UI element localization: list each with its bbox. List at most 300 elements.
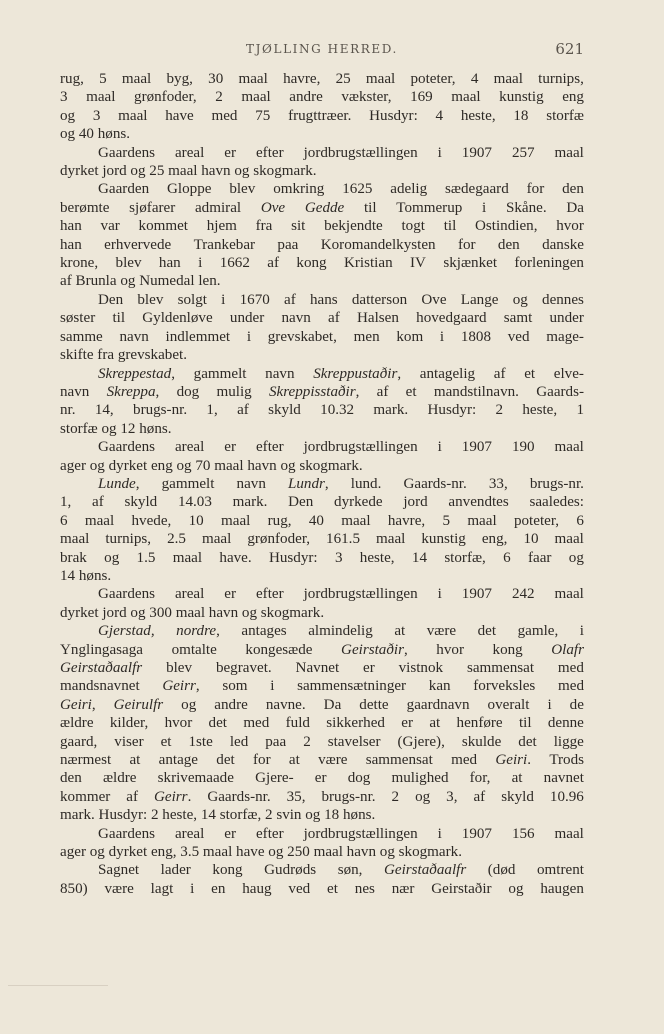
word [421,291,446,309]
text-run: skjænket [443,255,498,272]
text-line [60,512,584,530]
text-run: faar [528,549,552,566]
word [241,622,286,640]
text-run: nærmest [60,752,112,769]
word [429,677,451,695]
text-run: af [493,365,506,382]
word [238,70,267,88]
text-run: 156 [511,825,535,842]
word [550,788,584,806]
word [221,291,225,309]
word [60,493,71,511]
word [221,512,250,530]
text-line [60,70,584,88]
text-run: er [224,586,236,603]
text-run: ligge [553,733,584,750]
text-run: omtrent [537,862,584,879]
text-run: efter [255,439,284,456]
text-run: Halsen [357,310,399,327]
text-run: Den [98,291,124,308]
text-run: men [353,328,380,345]
italic-text: Geiri [60,696,92,713]
text-run: han [60,218,82,235]
text-run: af Brunla og Numedal len. [60,273,221,290]
text-run: maal [341,512,371,529]
text-run: i [198,255,203,272]
word [438,825,442,843]
text-run: Gaards- [536,383,584,400]
word [436,641,464,659]
word [352,291,407,309]
word [142,309,212,327]
word [506,199,547,217]
text-run: , [171,365,175,382]
body-text [60,70,584,898]
text-line [60,622,584,640]
text-line [60,659,584,677]
word [229,180,255,198]
text-run: brugs-nr. [321,788,376,805]
word [401,217,424,235]
text-run: Koromandelkysten [320,236,436,253]
text-line [60,567,584,585]
text-run: , [155,383,160,400]
word [288,880,310,898]
text-line [60,254,584,272]
word [219,549,251,567]
word [98,861,139,879]
word [224,585,236,603]
text-line [60,604,584,622]
text-run: hvor [436,641,464,658]
text-run: , [216,623,220,640]
text-run: mulig [216,383,252,400]
text-run: lader [160,862,191,879]
text-run: hvede, [131,512,172,529]
text-run: sammensætninger [297,678,407,695]
word [377,383,389,401]
word [436,107,444,125]
text-run: Navnet [295,660,340,676]
word [431,880,491,898]
text-run: paa [277,236,299,253]
text-run: sikkerhed [326,715,385,732]
word [396,328,423,346]
text-run: frugttræer. [288,107,352,124]
text-run: togt [401,218,425,235]
text-run: skyld [268,402,301,419]
text-line [60,475,584,493]
word [549,751,584,769]
word [546,328,584,346]
word [60,696,96,714]
text-run: mulighed [391,770,449,787]
word [116,254,142,272]
word [133,401,187,419]
text-line [60,549,584,567]
word [165,714,193,732]
text-run: 1907 [461,586,492,603]
text-run: et [160,733,172,750]
text-run: Tommerup [396,199,463,216]
word [551,641,584,659]
word [420,365,475,383]
word [473,788,485,806]
italic-text: Gjerstad, [98,623,155,640]
word [98,365,175,383]
word [390,180,427,198]
word [60,751,111,769]
text-run: turnips, [105,531,152,548]
word [304,144,418,162]
word [114,696,163,714]
word [212,861,242,879]
word [519,714,532,732]
word [118,107,147,125]
italic-text: Geiri [495,752,528,769]
word [265,365,294,383]
word [328,309,340,327]
text-run: at [394,623,406,640]
word [508,880,523,898]
word [357,309,399,327]
text-run: af [126,788,139,805]
text-run: og [568,549,584,566]
text-line [60,843,584,861]
text-run: datterson [351,291,408,308]
text-run: heste, [460,107,496,124]
text-run: maal [60,531,90,548]
word [233,493,268,511]
word [566,199,584,217]
word [161,733,172,751]
text-run: vækster, [341,89,392,106]
word [126,788,138,806]
text-run: forveksles [473,678,536,695]
text-run: er [224,439,236,456]
word [411,70,456,88]
word [514,512,559,530]
word [277,236,298,254]
word [458,236,476,254]
word [512,585,535,603]
text-run: 169 [410,89,433,106]
word [289,88,323,106]
word [334,493,383,511]
word [341,641,408,659]
text-run: at [288,752,300,769]
text-run: blev [166,660,193,676]
word [256,217,273,235]
text-run: dennes [542,291,584,308]
text-run: gammelt [161,475,215,492]
word [255,769,294,787]
word [60,512,68,530]
text-run: i [221,291,226,308]
text-run: Husdyr: [427,402,477,419]
text-run: erhvervede [104,236,172,253]
text-run: kong [296,255,327,272]
text-run: antage [158,752,199,769]
text-run: ved [507,328,530,345]
text-run: i [190,880,195,897]
text-run: maal [201,531,232,548]
text-run: . [527,752,532,769]
word [98,438,155,456]
word [518,622,559,640]
text-run: Da [323,696,342,713]
text-run: 1662 [219,255,250,272]
word [445,180,509,198]
text-line [60,401,584,419]
text-run: bekjendte [324,218,383,235]
text-run: brugs-nr. [133,402,188,419]
text-run: 242 [511,586,535,603]
text-run: mark. [373,402,409,419]
text-run: 10 [523,531,539,548]
text-run: Trods [549,752,584,769]
text-run: sammensat [365,752,433,769]
text-run: ældre [60,715,94,732]
word [540,880,584,898]
text-run: saaledes: [529,494,584,511]
text-run: efter [255,586,284,603]
text-run: storfæ [546,107,584,124]
word [538,70,584,88]
word [514,254,584,272]
word [60,309,95,327]
word [555,585,584,603]
word [214,696,248,714]
word [392,880,415,898]
word [60,401,76,419]
word [558,677,584,695]
text-run: dog [347,770,371,787]
text-run: 2.5 [167,531,186,548]
word [98,622,155,640]
word [178,291,207,309]
word [230,733,248,751]
text-run: areal [174,586,205,603]
text-run: skulde [461,733,502,750]
italic-text: Lundr [287,475,325,492]
word [558,659,584,677]
text-run: mark. Husdyr: 2 heste, 14 storfæ, 2 svin og 18 høns. [60,807,376,824]
word [499,88,543,106]
italic-text: Olafr [551,641,584,658]
word [173,549,202,567]
word [167,70,193,88]
text-run: den [60,770,82,787]
word [528,549,551,567]
text-run: 1, [60,494,72,511]
text-run: og [415,788,431,805]
word [518,733,536,751]
text-run: navn [119,328,149,345]
text-run: jordbrugstællingen [303,825,418,842]
word [373,401,408,419]
word [224,144,236,162]
word [462,733,501,751]
word [555,438,584,456]
text-run: gaardnavn [406,696,470,713]
text-run: af [284,291,296,308]
word [321,788,375,806]
text-run: for, [469,770,491,787]
word [181,696,196,714]
word [60,236,82,254]
word [60,769,82,787]
text-run: brak [60,549,87,566]
page-number: 621 [555,40,584,58]
text-run: lund. [350,475,382,492]
text-run: kong [212,862,243,879]
text-run: , [324,475,329,492]
word [270,677,274,695]
word [336,70,351,88]
text-run: haug [242,880,272,897]
word [438,438,442,456]
word [546,107,584,125]
text-run: maal [238,71,268,87]
word [241,88,270,106]
word [446,788,457,806]
word [105,530,151,548]
text-run: have. [219,549,252,566]
word [240,291,270,309]
text-run: skrivemaade [157,770,234,787]
text-run: heste, [359,549,395,566]
italic-text: Skreppa [106,383,156,400]
word [92,493,104,511]
word [60,217,82,235]
word [434,383,519,401]
word [554,733,584,751]
text-run: vistnok [398,660,444,676]
word [288,475,329,493]
text-line [60,677,584,695]
word [151,880,174,898]
text-run: er [401,715,413,732]
text-run: haugen [540,880,584,897]
word [440,328,444,346]
text-run: kan [428,678,451,695]
text-run: maal [554,825,584,842]
text-run: eng [562,89,584,106]
text-run: 35, [286,788,306,805]
text-run: Husdyr: [268,549,318,566]
word [303,733,311,751]
text-run: dyrket jord og 25 maal havn og skogmark. [60,163,317,180]
text-run: i [437,825,442,842]
text-run: skifte fra grevskabet. [60,347,187,364]
text-line [60,714,584,732]
text-run: rug, [60,71,84,87]
text-run: gaard, [60,733,98,750]
word [166,659,192,677]
text-run: er [314,770,327,787]
word [512,769,523,787]
word [159,751,198,769]
text-run: antages [241,623,287,640]
word [256,144,284,162]
text-run: 1ste [188,733,213,750]
italic-text: Geirstaðir [341,641,404,658]
word [489,475,508,493]
word [139,217,188,235]
word [112,309,125,327]
text-run: 6 [576,512,584,529]
word [198,254,202,272]
italic-text: Geirstaðaalfr [60,660,143,676]
word [555,825,584,843]
header-title: TJØLLING HERRED. [246,42,398,56]
word [177,383,200,401]
text-run: mage- [546,328,584,345]
text-run: hvor [556,218,584,235]
word [60,714,94,732]
word [324,696,342,714]
word [237,475,266,493]
word [107,383,160,401]
text-run: antagelig [419,365,476,382]
text-run: for [526,181,545,198]
word [576,401,584,419]
text-run: er [224,825,236,842]
text-line [60,457,584,475]
word [304,825,418,843]
word [86,88,115,106]
text-run: af [267,255,280,272]
word [288,107,351,125]
italic-text: Geirulfr [113,696,164,713]
word [98,144,155,162]
word [189,512,204,530]
word [264,861,316,879]
text-run: Gaarden [98,181,150,198]
text-run: Skåne. [505,199,547,216]
word [494,365,506,383]
text-line [60,585,584,603]
text-run: han [60,236,82,253]
text-run: til [112,310,126,327]
word [60,788,110,806]
text-run: 1907 [461,439,492,456]
word [399,659,443,677]
word [376,530,405,548]
text-run: Gaardens [98,586,155,603]
word [467,659,534,677]
word [544,769,584,787]
text-line [60,751,584,769]
word [60,383,89,401]
text-run: til [518,715,532,732]
word [110,714,148,732]
text-run: storfæ, [444,549,486,566]
word [392,788,400,806]
word [364,199,377,217]
text-run: (død [487,862,516,879]
word [366,70,395,88]
text-run: efter [255,144,284,161]
word [396,199,462,217]
word [216,383,251,401]
word [335,549,343,567]
text-run: 1, [206,402,218,419]
word [513,107,528,125]
word [369,107,418,125]
word [530,475,584,493]
